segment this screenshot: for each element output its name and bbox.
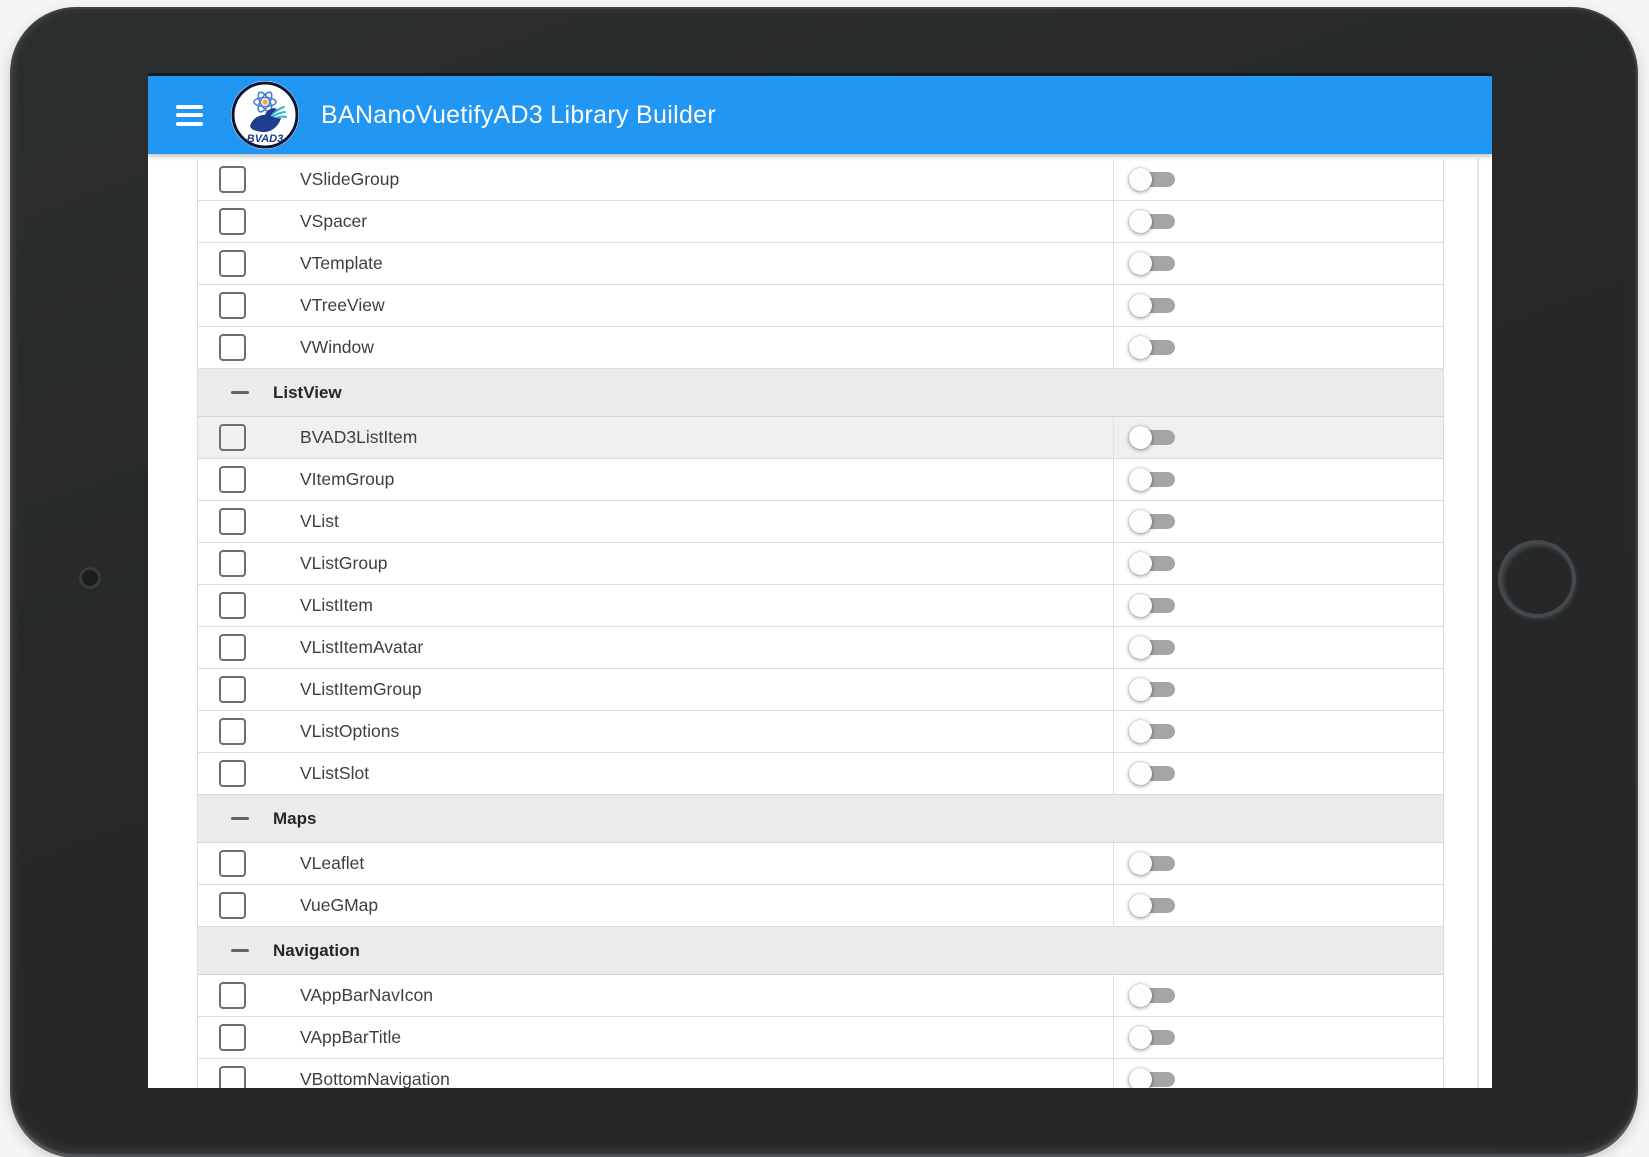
component-name: VWindow	[300, 337, 374, 357]
table-row	[198, 753, 1443, 795]
component-name: VTreeView	[300, 295, 385, 315]
row-toggle[interactable]	[1131, 336, 1175, 359]
component-name: VListSlot	[300, 763, 370, 783]
table-row	[198, 417, 1443, 459]
app-logo-icon	[231, 81, 299, 149]
component-cell	[198, 753, 1113, 794]
toggle-cell	[1113, 543, 1443, 584]
toggle-thumb[interactable]	[1129, 678, 1152, 701]
component-cell	[198, 285, 1113, 326]
component-cell	[198, 627, 1113, 668]
toggle-thumb[interactable]	[1129, 552, 1152, 575]
app-window	[148, 73, 1492, 1088]
component-cell	[198, 327, 1113, 368]
toggle-thumb[interactable]	[1129, 720, 1152, 743]
row-toggle[interactable]	[1131, 678, 1175, 701]
row-toggle[interactable]	[1131, 984, 1175, 1007]
toggle-cell	[1113, 669, 1443, 710]
row-toggle[interactable]	[1131, 1026, 1175, 1049]
toggle-cell	[1113, 975, 1443, 1016]
component-name: VAppBarTitle	[300, 1027, 402, 1047]
row-toggle[interactable]	[1131, 552, 1175, 575]
component-name: VSpacer	[300, 211, 368, 231]
row-toggle[interactable]	[1131, 1068, 1175, 1088]
section-name: Maps	[273, 808, 317, 828]
toggle-cell	[1113, 1017, 1443, 1058]
component-cell	[198, 843, 1113, 884]
component-name: VItemGroup	[300, 469, 395, 489]
camera-icon	[79, 567, 101, 589]
component-name: BVAD3ListItem	[300, 427, 418, 447]
row-checkbox[interactable]	[219, 550, 246, 577]
toggle-cell	[1113, 417, 1443, 458]
row-checkbox[interactable]	[219, 334, 246, 361]
row-toggle[interactable]	[1131, 852, 1175, 875]
app-bar	[148, 76, 1492, 154]
component-name: VListOptions	[300, 721, 400, 741]
table-row	[198, 1017, 1443, 1059]
component-name: VListItemAvatar	[300, 637, 424, 657]
row-toggle[interactable]	[1131, 762, 1175, 785]
toggle-cell	[1113, 501, 1443, 542]
section-name: ListView	[273, 382, 342, 402]
component-table	[197, 159, 1444, 1088]
toggle-thumb[interactable]	[1129, 336, 1152, 359]
toggle-thumb[interactable]	[1129, 510, 1152, 533]
toggle-cell	[1113, 243, 1443, 284]
table-row	[198, 327, 1443, 369]
component-name: VListGroup	[300, 553, 388, 573]
table-row	[198, 585, 1443, 627]
component-cell	[198, 159, 1113, 200]
row-checkbox[interactable]	[219, 676, 246, 703]
toggle-thumb[interactable]	[1129, 252, 1152, 275]
table-row	[198, 843, 1443, 885]
component-name: VAppBarNavIcon	[300, 985, 433, 1005]
component-cell	[198, 417, 1113, 458]
row-checkbox[interactable]	[219, 424, 246, 451]
toggle-cell	[1113, 1059, 1443, 1088]
component-cell	[198, 885, 1113, 926]
row-toggle[interactable]	[1131, 594, 1175, 617]
toggle-thumb[interactable]	[1129, 426, 1152, 449]
toggle-cell	[1113, 753, 1443, 794]
scrollbar[interactable]	[1477, 159, 1479, 1088]
toggle-thumb[interactable]	[1129, 210, 1152, 233]
menu-icon[interactable]	[176, 100, 204, 130]
component-cell	[198, 243, 1113, 284]
table-row	[198, 885, 1443, 927]
component-cell	[198, 711, 1113, 752]
row-toggle[interactable]	[1131, 252, 1175, 275]
table-row	[198, 975, 1443, 1017]
component-name: VTemplate	[300, 253, 383, 273]
toggle-thumb[interactable]	[1129, 468, 1152, 491]
component-name: VueGMap	[300, 895, 379, 915]
toggle-thumb[interactable]	[1129, 1026, 1152, 1049]
row-checkbox[interactable]	[219, 1024, 246, 1051]
row-toggle[interactable]	[1131, 468, 1175, 491]
row-toggle[interactable]	[1131, 294, 1175, 317]
toggle-cell	[1113, 885, 1443, 926]
toggle-thumb[interactable]	[1129, 762, 1152, 785]
component-cell	[198, 1059, 1113, 1088]
row-toggle[interactable]	[1131, 720, 1175, 743]
table-row	[198, 501, 1443, 543]
toggle-cell	[1113, 327, 1443, 368]
component-name: VList	[300, 511, 339, 531]
component-cell	[198, 459, 1113, 500]
component-cell	[198, 669, 1113, 710]
row-checkbox[interactable]	[219, 850, 246, 877]
table-row	[198, 285, 1443, 327]
section-row	[198, 927, 1443, 975]
toggle-cell	[1113, 285, 1443, 326]
row-toggle[interactable]	[1131, 168, 1175, 191]
row-checkbox[interactable]	[219, 208, 246, 235]
row-toggle[interactable]	[1131, 636, 1175, 659]
toggle-cell	[1113, 159, 1443, 200]
toggle-cell	[1113, 627, 1443, 668]
component-cell	[198, 501, 1113, 542]
row-checkbox[interactable]	[219, 718, 246, 745]
table-row	[198, 1059, 1443, 1088]
row-checkbox[interactable]	[219, 982, 246, 1009]
row-checkbox[interactable]	[219, 634, 246, 661]
section-row	[198, 369, 1443, 417]
component-cell	[198, 585, 1113, 626]
row-checkbox[interactable]	[219, 166, 246, 193]
toggle-thumb[interactable]	[1129, 168, 1152, 191]
row-checkbox[interactable]	[219, 292, 246, 319]
component-cell	[198, 201, 1113, 242]
section-name: Navigation	[273, 940, 360, 960]
component-name: VLeaflet	[300, 853, 365, 873]
collapse-minus-icon[interactable]	[231, 817, 249, 820]
component-name: VSlideGroup	[300, 169, 400, 189]
toggle-cell	[1113, 585, 1443, 626]
row-toggle[interactable]	[1131, 426, 1175, 449]
toggle-thumb[interactable]	[1129, 852, 1152, 875]
toggle-cell	[1113, 843, 1443, 884]
row-checkbox[interactable]	[219, 250, 246, 277]
component-cell	[198, 975, 1113, 1016]
collapse-minus-icon[interactable]	[231, 949, 249, 952]
table-row	[198, 669, 1443, 711]
toggle-thumb[interactable]	[1129, 894, 1152, 917]
component-name: VBottomNavigation	[300, 1069, 450, 1088]
toggle-cell	[1113, 711, 1443, 752]
toggle-thumb[interactable]	[1129, 594, 1152, 617]
row-toggle[interactable]	[1131, 510, 1175, 533]
toggle-thumb[interactable]	[1129, 984, 1152, 1007]
component-cell	[198, 1017, 1113, 1058]
row-checkbox[interactable]	[219, 892, 246, 919]
table-row	[198, 159, 1443, 201]
table-row	[198, 459, 1443, 501]
row-checkbox[interactable]	[219, 508, 246, 535]
row-checkbox[interactable]	[219, 466, 246, 493]
table-row	[198, 711, 1443, 753]
component-name: VListItem	[300, 595, 373, 615]
table-row	[198, 243, 1443, 285]
component-cell	[198, 543, 1113, 584]
row-toggle[interactable]	[1131, 210, 1175, 233]
toggle-thumb[interactable]	[1129, 294, 1152, 317]
table-row	[198, 201, 1443, 243]
row-checkbox[interactable]	[219, 760, 246, 787]
row-checkbox[interactable]	[219, 592, 246, 619]
section-row	[198, 795, 1443, 843]
component-name: VListItemGroup	[300, 679, 422, 699]
collapse-minus-icon[interactable]	[231, 391, 249, 394]
toggle-thumb[interactable]	[1129, 636, 1152, 659]
row-checkbox[interactable]	[219, 1066, 246, 1088]
row-toggle[interactable]	[1131, 894, 1175, 917]
table-row	[198, 627, 1443, 669]
logo-text: BVAD3	[246, 133, 284, 145]
toggle-thumb[interactable]	[1129, 1068, 1152, 1088]
table-row	[198, 543, 1443, 585]
home-button[interactable]	[1498, 540, 1576, 618]
page-title: BANanoVuetifyAD3 Library Builder	[321, 100, 716, 129]
toggle-cell	[1113, 459, 1443, 500]
toggle-cell	[1113, 201, 1443, 242]
